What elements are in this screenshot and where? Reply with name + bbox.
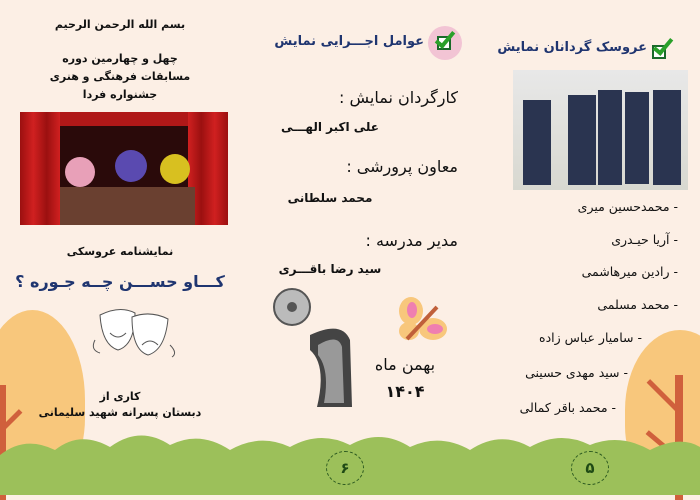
butterfly-icon [395, 295, 450, 345]
film-reel-icon [272, 285, 362, 410]
puppeteer-name: - محمد مسلمی [597, 297, 678, 312]
puppeteer-name: - رادین میرهاشمی [581, 264, 678, 279]
date-year: ۱۴۰۴ [385, 382, 425, 401]
play-title: کـــاو حســـن چــه جـوره ؟ [15, 272, 225, 291]
intro-line: چهل و چهارمین دوره [62, 52, 178, 65]
puppeteer-name: - سید مهدی حسینی [525, 365, 628, 380]
intro-line: مسابقات فرهنگی و هنری [49, 70, 191, 83]
role-person: علی اکبر الهـــی [280, 120, 380, 134]
check-icon [650, 35, 680, 63]
page-number-6: ۶ [326, 451, 364, 485]
section-header-crew: عوامل اجـــرایی نمایش [274, 34, 424, 49]
date-month: بهمن ماه [374, 355, 436, 374]
puppeteer-name: - محمد باقر کمالی [519, 400, 616, 415]
check-icon [428, 26, 462, 60]
school-name: دبستان پسرانه شهید سلیمانی [38, 406, 202, 419]
puppeteers-photo [513, 70, 688, 190]
section-header-puppeteers: عروسک گردانان نمایش [497, 40, 647, 55]
play-subtitle: نمایشنامه عروسکی [66, 245, 174, 258]
page-number-5: ۵ [571, 451, 609, 485]
role-label: کارگردان نمایش : [339, 88, 458, 107]
role-person: محمد سلطانی [287, 191, 373, 205]
role-label: مدیر مدرسه : [365, 231, 458, 250]
puppet-stage-image [20, 112, 228, 225]
by-label: کاری از [99, 390, 141, 403]
theater-masks-icon [90, 305, 180, 360]
puppeteer-name: - سامیار عباس زاده [539, 330, 642, 345]
puppeteer-name: - محمدحسین میری [577, 199, 678, 214]
intro-line: جشنواره فردا [82, 88, 158, 101]
role-person: سید رضا باقـــری [278, 262, 382, 276]
puppeteer-name: - آریا حیـدری [611, 232, 678, 247]
role-label: معاون پرورشی : [346, 157, 458, 176]
bismillah-calligraphy: بسم الله الرحمن الرحیم [54, 18, 186, 31]
